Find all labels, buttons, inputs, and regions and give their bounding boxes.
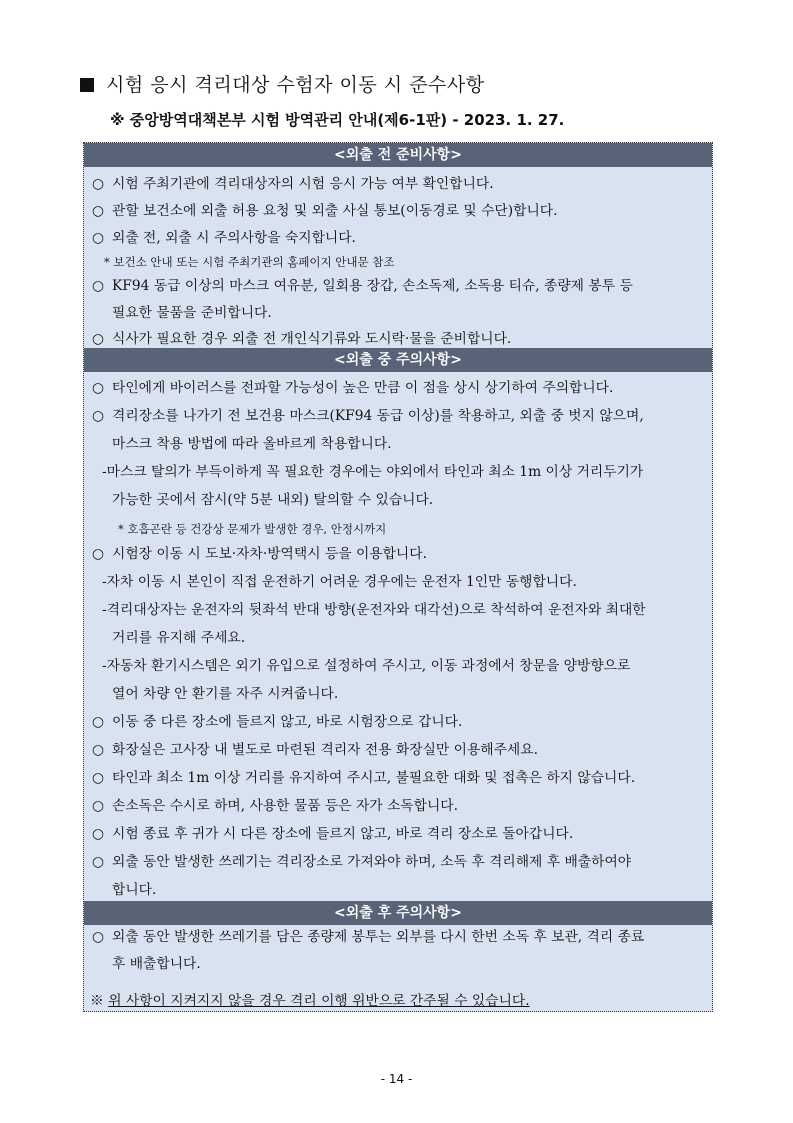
list-item — [92, 852, 631, 872]
list-item — [92, 228, 356, 248]
footnote-text: 위 사항이 지켜지지 않을 경우 격리 이행 위반으로 간주될 수 있습니다. — [108, 993, 530, 1009]
item-text: 이동 중 다른 장소에 들르지 않고, 바로 시험장으로 갑니다. — [112, 714, 463, 730]
title-text: 시험 응시 격리대상 수험자 이동 시 준수사항 — [106, 74, 485, 96]
item-text: 시험 주최기관에 격리대상자의 시험 응시 가능 여부 확인합니다. — [112, 176, 494, 192]
item-text: 관할 보건소에 외출 허용 요청 및 외출 사실 통보(이동경로 및 수단)합니다. — [112, 203, 558, 219]
item-text: 식사가 필요한 경우 외출 전 개인식기류와 도시락·물을 준비합니다. — [112, 331, 512, 347]
list-item — [92, 544, 427, 564]
list-item — [92, 927, 644, 947]
item-text: 격리장소를 나가기 전 보건용 마스크(KF94 동급 이상)를 착용하고, 외출 중 벗지 않으며, — [112, 408, 644, 424]
bullet-icon: ○ — [92, 380, 105, 396]
guidelines-box — [83, 142, 713, 1012]
bullet-icon: ○ — [92, 408, 105, 424]
note-text: * 보건소 안내 또는 시험 주최기관의 홈페이지 안내문 참조 — [104, 255, 395, 269]
list-item — [92, 768, 635, 788]
sub-item: -자차 이동 시 본인이 직접 운전하기 어려운 경우에는 운전자 1인만 동행합니다. — [102, 574, 577, 590]
item-text: 외출 전, 외출 시 주의사항을 숙지합니다. — [112, 230, 356, 246]
note-text: * 호흡곤란 등 건강상 문제가 발생한 경우, 안정시까지 — [118, 522, 387, 536]
bullet-icon: ○ — [92, 798, 105, 814]
list-item — [92, 329, 511, 349]
subtitle: ※ 중앙방역대책본부 시험 방역관리 안내(제6-1판) - 2023. 1. 27. — [110, 111, 565, 129]
section-header-before: <외출 전 준비사항> — [84, 143, 712, 167]
item-continuation: 필요한 물품을 준비합니다. — [112, 305, 272, 321]
item-continuation: 후 배출합니다. — [112, 956, 201, 972]
item-text: 화장실은 고사장 내 별도로 마련된 격리자 전용 화장실만 이용해주세요. — [112, 742, 538, 758]
list-item — [92, 824, 573, 844]
sub-item: -마스크 탈의가 부득이하게 꼭 필요한 경우에는 야외에서 타인과 최소 1m 이상 거리두기가 — [102, 464, 644, 480]
bullet-icon: ○ — [92, 770, 105, 786]
bullet-icon: ○ — [92, 278, 105, 294]
item-continuation: 열어 차량 안 환기를 자주 시켜줍니다. — [112, 686, 339, 702]
item-continuation: 합니다. — [112, 882, 157, 898]
item-text: 손소독은 수시로 하며, 사용한 물품 등은 자가 소독합니다. — [112, 798, 459, 814]
sub-item: -격리대상자는 운전자의 뒷좌석 반대 방향(운전자와 대각선)으로 착석하여 운전자와 최대한 — [102, 602, 646, 618]
square-bullet-icon — [80, 78, 94, 92]
bullet-icon: ○ — [92, 203, 105, 219]
list-item — [92, 406, 644, 426]
bullet-icon: ○ — [92, 176, 105, 192]
list-item — [92, 796, 458, 816]
item-text: 타인과 최소 1m 이상 거리를 유지하여 주시고, 불필요한 대화 및 접촉은 하지 않습니다. — [112, 770, 636, 786]
bullet-icon: ○ — [92, 929, 105, 945]
page-title — [80, 70, 485, 97]
item-continuation: 가능한 곳에서 잠시(약 5분 내외) 탈의할 수 있습니다. — [112, 492, 434, 508]
list-item — [92, 276, 633, 296]
list-item — [92, 378, 613, 398]
item-text: 외출 동안 발생한 쓰레기는 격리장소로 가져와야 하며, 소독 후 격리해제 후 배출하여야 — [112, 854, 632, 870]
bullet-icon: ○ — [92, 546, 105, 562]
item-text: 시험 종료 후 귀가 시 다른 장소에 들르지 않고, 바로 격리 장소로 돌아갑니다. — [112, 826, 574, 842]
item-continuation: 마스크 착용 방법에 따라 올바르게 착용합니다. — [112, 436, 392, 452]
item-text: 외출 동안 발생한 쓰레기를 담은 종량제 봉투는 외부를 다시 한번 소독 후 보관, 격리 종료 — [112, 929, 645, 945]
sub-item: -자동차 환기시스템은 외기 유입으로 설정하여 주시고, 이동 과정에서 창문을 양방향으로 — [102, 658, 631, 674]
bullet-icon: ○ — [92, 230, 105, 246]
list-item — [92, 174, 494, 194]
list-item — [92, 740, 538, 760]
footnote — [90, 989, 530, 1009]
reference-mark-icon: ※ — [90, 993, 104, 1009]
bullet-icon: ○ — [92, 826, 105, 842]
item-text: 타인에게 바이러스를 전파할 가능성이 높은 만큼 이 점을 상시 상기하여 주의합니다. — [112, 380, 614, 396]
page-number: - 14 - — [380, 1072, 413, 1086]
bullet-icon: ○ — [92, 714, 105, 730]
list-item — [92, 712, 462, 732]
bullet-icon: ○ — [92, 742, 105, 758]
bullet-icon: ○ — [92, 331, 105, 347]
section-header-during: <외출 중 주의사항> — [84, 348, 712, 372]
list-item — [92, 201, 558, 221]
item-continuation: 거리를 유지해 주세요. — [112, 630, 246, 646]
item-text: 시험장 이동 시 도보·자차·방역택시 등을 이용합니다. — [112, 546, 427, 562]
section-header-after: <외출 후 주의사항> — [84, 901, 712, 925]
bullet-icon: ○ — [92, 854, 105, 870]
item-text: KF94 동급 이상의 마스크 여유분, 일회용 장갑, 손소독제, 소독용 티슈, 종량제 봉투 등 — [112, 278, 633, 294]
